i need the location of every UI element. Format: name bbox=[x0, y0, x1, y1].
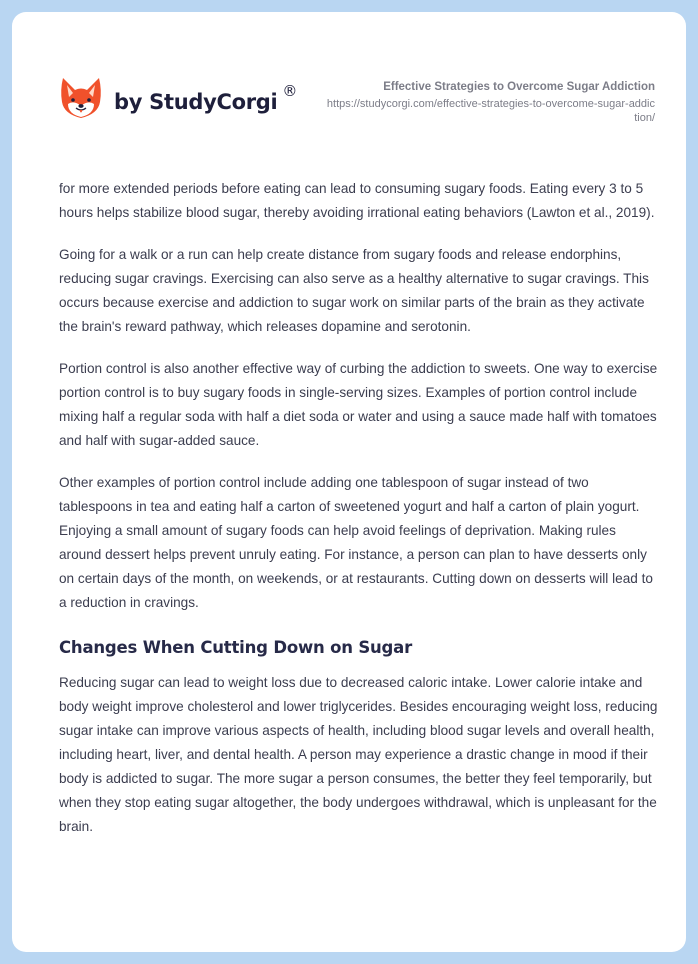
document-title: Effective Strategies to Overcome Sugar Addiction bbox=[383, 81, 655, 93]
paragraph: Other examples of portion control include adding one tablespoon of sugar instead of two tablespoons in tea and eating half a carton of sweetened yogurt and half a carton of plain yogurt. Enjoying a small amount of sugary foods can help avoid feelings of deprivation. Making rules around dessert helps prevent unruly eating. For instance, a person can plan to have desserts only on certain days of the month, on weekends, or at restaurants. Cutting down on desserts will lead to a reduction in cravings. bbox=[59, 475, 653, 610]
paragraph: Going for a walk or a run can help create distance from sugary foods and release endorphins, reducing sugar cravings. Exercising can also serve as a healthy alternative to sugar cravings. This occurs because exercise and addiction to sugar work on similar parts of the brain as they activate the brain's reward pathway, which releases dopamine and serotonin. bbox=[59, 247, 649, 334]
paragraph: Portion control is also another effective way of curbing the addiction to sweets. One way to exercise portion control is to buy sugary foods in single-serving sizes. Examples of portion control include mixing half a regular soda with half a diet soda or water and using a sauce made half with tomatoes and half with sugar-added sauce. bbox=[59, 361, 658, 448]
document-page bbox=[12, 12, 686, 952]
paragraph: Reducing sugar can lead to weight loss due to decreased caloric intake. Lower calorie intake and body weight improve cholesterol and lower triglycerides. Besides encouraging weight loss, reducing sugar intake can improve various aspects of health, including blood sugar levels and overall health, including heart, liver, and dental health. A person may experience a drastic change in mood if their body is addicted to sugar. The more sugar a person consumes, the better they feel temporarily, but when they stop eating sugar altogether, the body undergoes withdrawal, which is unpleasant for the brain. bbox=[59, 675, 658, 834]
registered-mark: ® bbox=[282, 82, 298, 100]
studycorgi-logo[interactable] bbox=[60, 76, 297, 122]
brand-name: by StudyCorgi bbox=[114, 90, 278, 114]
document-url[interactable]: https://studycorgi.com/effective-strategies-to-overcome-sugar-addiction/ bbox=[326, 98, 655, 124]
corgi-logo-icon bbox=[60, 76, 102, 122]
article-body bbox=[59, 177, 659, 857]
section-heading: Changes When Cutting Down on Sugar bbox=[59, 638, 413, 657]
document-meta bbox=[325, 80, 655, 125]
page-header bbox=[12, 12, 686, 152]
paragraph: for more extended periods before eating can lead to consuming sugary foods. Eating every 3 to 5 hours helps stabilize blood sugar, thereby avoiding irrational eating behaviors (Lawton et al., 2019). bbox=[59, 181, 655, 220]
